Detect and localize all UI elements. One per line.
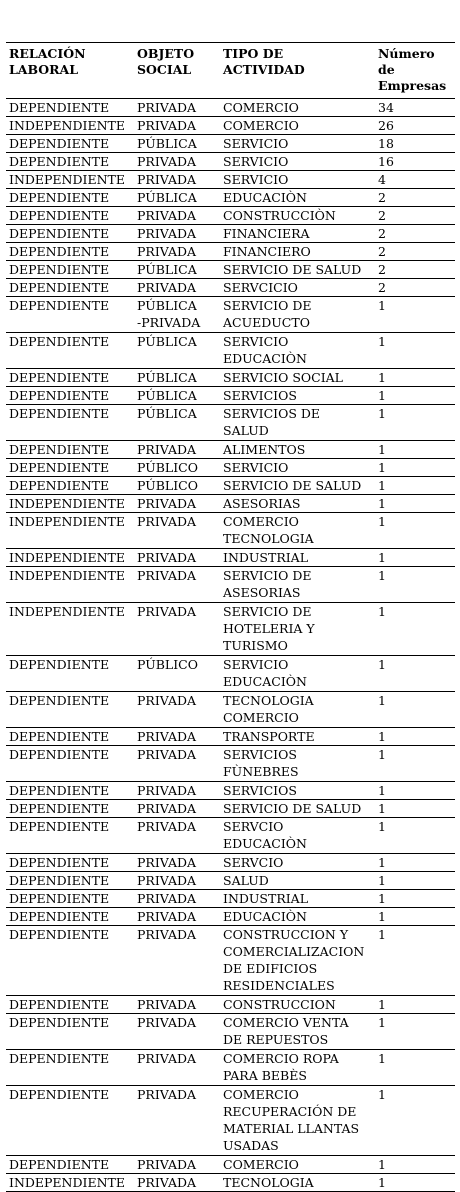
cell-numero-empresas: 1	[378, 298, 386, 313]
cell-numero-empresas: 2	[378, 226, 386, 241]
table-row	[6, 135, 455, 153]
cell-relacion-laboral: DEPENDIENTE	[9, 819, 110, 834]
cell-tipo-actividad: TRANSPORTE	[223, 729, 315, 744]
table-row	[6, 656, 455, 692]
cell-numero-empresas: 1	[378, 1015, 386, 1030]
cell-numero-empresas: 18	[378, 136, 394, 151]
table-row	[6, 441, 455, 459]
table-row	[6, 297, 455, 333]
cell-tipo-actividad: INDUSTRIAL	[223, 550, 309, 565]
cell-relacion-laboral: DEPENDIENTE	[9, 370, 110, 385]
table-row	[6, 459, 455, 477]
table-row	[6, 117, 455, 135]
cell-tipo-actividad: SERVICIOS	[223, 388, 297, 403]
cell-objeto-social: PRIVADA	[137, 208, 197, 223]
cell-objeto-social: PRIVADA	[137, 550, 197, 565]
table-row	[6, 369, 455, 387]
cell-relacion-laboral: INDEPENDIENTE	[9, 514, 125, 529]
cell-objeto-social: PRIVADA	[137, 819, 197, 834]
cell-relacion-laboral: DEPENDIENTE	[9, 783, 110, 798]
cell-tipo-actividad: SERVICIOS	[223, 783, 297, 798]
cell-relacion-laboral: DEPENDIENTE	[9, 280, 110, 295]
cell-tipo-actividad: TECNOLOGIA	[223, 1175, 314, 1190]
cell-numero-empresas: 1	[378, 997, 386, 1012]
cell-numero-empresas: 1	[378, 747, 386, 762]
cell-tipo-actividad: COMERCIO TECNOLOGIA	[223, 514, 314, 546]
cell-objeto-social: PRIVADA	[137, 226, 197, 241]
cell-tipo-actividad: SERVICIOS DE SALUD	[223, 406, 321, 438]
cell-objeto-social: PÚBLICO	[137, 478, 198, 493]
table-row	[6, 405, 455, 441]
cell-relacion-laboral: DEPENDIENTE	[9, 460, 110, 475]
cell-numero-empresas: 1	[378, 783, 386, 798]
cell-numero-empresas: 2	[378, 208, 386, 223]
table-row	[6, 333, 455, 369]
table-row	[6, 854, 455, 872]
cell-objeto-social: PÚBLICA -PRIVADA	[137, 298, 201, 330]
cell-objeto-social: PRIVADA	[137, 568, 197, 583]
table-row	[6, 1014, 455, 1050]
table-row	[6, 996, 455, 1014]
cell-relacion-laboral: DEPENDIENTE	[9, 226, 110, 241]
cell-tipo-actividad: CONSTRUCCION	[223, 997, 336, 1012]
cell-tipo-actividad: COMERCIO	[223, 100, 299, 115]
table-row	[6, 513, 455, 549]
cell-relacion-laboral: DEPENDIENTE	[9, 388, 110, 403]
cell-relacion-laboral: INDEPENDIENTE	[9, 550, 125, 565]
cell-relacion-laboral: DEPENDIENTE	[9, 262, 110, 277]
cell-relacion-laboral: DEPENDIENTE	[9, 693, 110, 708]
cell-numero-empresas: 1	[378, 1087, 386, 1102]
cell-numero-empresas: 2	[378, 244, 386, 259]
cell-tipo-actividad: FINANCIERA	[223, 226, 310, 241]
cell-numero-empresas: 2	[378, 262, 386, 277]
cell-tipo-actividad: INDUSTRIAL	[223, 891, 309, 906]
table-row	[6, 1086, 455, 1156]
cell-tipo-actividad: ALIMENTOS	[223, 442, 306, 457]
cell-objeto-social: PRIVADA	[137, 1015, 197, 1030]
cell-relacion-laboral: DEPENDIENTE	[9, 801, 110, 816]
cell-numero-empresas: 1	[378, 370, 386, 385]
header-relacion-laboral: RELACIÓN LABORAL	[9, 46, 86, 77]
cell-relacion-laboral: DEPENDIENTE	[9, 208, 110, 223]
cell-objeto-social: PRIVADA	[137, 100, 197, 115]
table-row	[6, 243, 455, 261]
cell-relacion-laboral: DEPENDIENTE	[9, 154, 110, 169]
cell-relacion-laboral: DEPENDIENTE	[9, 927, 110, 942]
cell-tipo-actividad: CONSTRUCCIÒN	[223, 208, 336, 223]
cell-relacion-laboral: DEPENDIENTE	[9, 190, 110, 205]
cell-tipo-actividad: CONSTRUCCION Y COMERCIALIZACION DE EDIFICIOS RESIDENCIALES	[223, 927, 365, 993]
table-row	[6, 99, 455, 117]
cell-numero-empresas: 4	[378, 172, 386, 187]
cell-tipo-actividad: SERVICIO DE ASESORIAS	[223, 568, 312, 600]
cell-tipo-actividad: SERVICIO SOCIAL	[223, 370, 343, 385]
cell-tipo-actividad: SERVICIO DE SALUD	[223, 262, 362, 277]
cell-relacion-laboral: INDEPENDIENTE	[9, 568, 125, 583]
cell-numero-empresas: 1	[378, 442, 386, 457]
cell-numero-empresas: 2	[378, 190, 386, 205]
cell-relacion-laboral: DEPENDIENTE	[9, 478, 110, 493]
cell-numero-empresas: 1	[378, 693, 386, 708]
cell-tipo-actividad: SERVICIO	[223, 154, 289, 169]
cell-objeto-social: PRIVADA	[137, 604, 197, 619]
header-tipo-actividad: TIPO DE ACTIVIDAD	[223, 46, 305, 77]
table-row	[6, 728, 455, 746]
cell-tipo-actividad: SERVICIO EDUCACIÒN	[223, 657, 307, 689]
cell-numero-empresas: 1	[378, 514, 386, 529]
cell-relacion-laboral: DEPENDIENTE	[9, 136, 110, 151]
cell-objeto-social: PRIVADA	[137, 873, 197, 888]
cell-relacion-laboral: DEPENDIENTE	[9, 909, 110, 924]
cell-relacion-laboral: DEPENDIENTE	[9, 334, 110, 349]
table-row	[6, 189, 455, 207]
cell-relacion-laboral: DEPENDIENTE	[9, 298, 110, 313]
cell-objeto-social: PRIVADA	[137, 891, 197, 906]
cell-numero-empresas: 1	[378, 729, 386, 744]
cell-objeto-social: PRIVADA	[137, 927, 197, 942]
table-row	[6, 926, 455, 996]
cell-tipo-actividad: COMERCIO ROPA PARA BEBÈS	[223, 1051, 339, 1083]
cell-numero-empresas: 1	[378, 496, 386, 511]
header-numero-empresas: Número de Empresas	[378, 46, 447, 93]
cell-objeto-social: PRIVADA	[137, 729, 197, 744]
cell-objeto-social: PRIVADA	[137, 997, 197, 1012]
table-header	[6, 42, 455, 99]
table-row	[6, 567, 455, 603]
cell-tipo-actividad: FINANCIERO	[223, 244, 311, 259]
cell-numero-empresas: 1	[378, 568, 386, 583]
cell-relacion-laboral: DEPENDIENTE	[9, 729, 110, 744]
cell-numero-empresas: 1	[378, 855, 386, 870]
cell-objeto-social: PRIVADA	[137, 280, 197, 295]
cell-numero-empresas: 1	[378, 1175, 386, 1190]
cell-tipo-actividad: SERVICIO DE SALUD	[223, 801, 362, 816]
cell-objeto-social: PÚBLICA	[137, 388, 197, 403]
cell-numero-empresas: 1	[378, 460, 386, 475]
cell-tipo-actividad: SERVCICIO	[223, 280, 298, 295]
cell-tipo-actividad: SERVICIO DE ACUEDUCTO	[223, 298, 312, 330]
table-row	[6, 261, 455, 279]
cell-numero-empresas: 34	[378, 100, 394, 115]
cell-objeto-social: PRIVADA	[137, 154, 197, 169]
cell-objeto-social: PRIVADA	[137, 172, 197, 187]
table-row	[6, 746, 455, 782]
cell-numero-empresas: 1	[378, 478, 386, 493]
cell-tipo-actividad: COMERCIO RECUPERACIÓN DE MATERIAL LLANTAS USADAS	[223, 1087, 360, 1153]
cell-relacion-laboral: DEPENDIENTE	[9, 406, 110, 421]
cell-tipo-actividad: EDUCACIÒN	[223, 190, 307, 205]
cell-relacion-laboral: DEPENDIENTE	[9, 873, 110, 888]
cell-tipo-actividad: SERVICIO	[223, 460, 289, 475]
cell-tipo-actividad: SERVICIO EDUCACIÒN	[223, 334, 307, 366]
cell-objeto-social: PRIVADA	[137, 1051, 197, 1066]
table-row	[6, 890, 455, 908]
cell-numero-empresas: 1	[378, 927, 386, 942]
cell-tipo-actividad: COMERCIO VENTA DE REPUESTOS	[223, 1015, 349, 1047]
cell-objeto-social: PRIVADA	[137, 1175, 197, 1190]
table-row	[6, 279, 455, 297]
table-row	[6, 495, 455, 513]
cell-relacion-laboral: INDEPENDIENTE	[9, 172, 125, 187]
cell-relacion-laboral: INDEPENDIENTE	[9, 604, 125, 619]
cell-tipo-actividad: SERVICIO	[223, 136, 289, 151]
cell-tipo-actividad: SERVCIO EDUCACIÒN	[223, 819, 307, 851]
cell-relacion-laboral: DEPENDIENTE	[9, 657, 110, 672]
cell-tipo-actividad: SERVICIO	[223, 172, 289, 187]
cell-numero-empresas: 16	[378, 154, 394, 169]
cell-relacion-laboral: DEPENDIENTE	[9, 997, 110, 1012]
table-row	[6, 872, 455, 890]
cell-relacion-laboral: DEPENDIENTE	[9, 1051, 110, 1066]
cell-tipo-actividad: ASESORIAS	[223, 496, 301, 511]
table-row	[6, 477, 455, 495]
cell-tipo-actividad: SERVICIO DE SALUD	[223, 478, 362, 493]
cell-numero-empresas: 1	[378, 873, 386, 888]
cell-numero-empresas: 26	[378, 118, 394, 133]
cell-numero-empresas: 1	[378, 388, 386, 403]
cell-relacion-laboral: DEPENDIENTE	[9, 1157, 110, 1172]
cell-objeto-social: PRIVADA	[137, 801, 197, 816]
table-row	[6, 908, 455, 926]
cell-relacion-laboral: DEPENDIENTE	[9, 891, 110, 906]
cell-objeto-social: PRIVADA	[137, 855, 197, 870]
table-body	[6, 99, 455, 1192]
cell-numero-empresas: 1	[378, 604, 386, 619]
cell-relacion-laboral: DEPENDIENTE	[9, 100, 110, 115]
cell-objeto-social: PRIVADA	[137, 783, 197, 798]
cell-numero-empresas: 2	[378, 280, 386, 295]
table-row	[6, 171, 455, 189]
cell-relacion-laboral: DEPENDIENTE	[9, 244, 110, 259]
cell-objeto-social: PÚBLICA	[137, 370, 197, 385]
table-row	[6, 800, 455, 818]
cell-numero-empresas: 1	[378, 891, 386, 906]
table-row	[6, 603, 455, 656]
table-row	[6, 782, 455, 800]
table-row	[6, 1050, 455, 1086]
cell-tipo-actividad: COMERCIO	[223, 118, 299, 133]
cell-numero-empresas: 1	[378, 1051, 386, 1066]
cell-relacion-laboral: DEPENDIENTE	[9, 1087, 110, 1102]
cell-objeto-social: PÚBLICA	[137, 406, 197, 421]
cell-numero-empresas: 1	[378, 909, 386, 924]
empresas-table	[6, 42, 455, 1192]
cell-tipo-actividad: SERVCIO	[223, 855, 284, 870]
cell-relacion-laboral: DEPENDIENTE	[9, 442, 110, 457]
cell-objeto-social: PRIVADA	[137, 514, 197, 529]
cell-relacion-laboral: DEPENDIENTE	[9, 747, 110, 762]
table-row	[6, 153, 455, 171]
cell-numero-empresas: 1	[378, 406, 386, 421]
cell-relacion-laboral: DEPENDIENTE	[9, 855, 110, 870]
cell-objeto-social: PÚBLICA	[137, 136, 197, 151]
cell-objeto-social: PRIVADA	[137, 442, 197, 457]
cell-objeto-social: PÚBLICA	[137, 190, 197, 205]
cell-objeto-social: PÚBLICO	[137, 657, 198, 672]
cell-objeto-social: PRIVADA	[137, 118, 197, 133]
cell-relacion-laboral: INDEPENDIENTE	[9, 496, 125, 511]
cell-objeto-social: PÚBLICA	[137, 334, 197, 349]
cell-tipo-actividad: TECNOLOGIA COMERCIO	[223, 693, 314, 725]
cell-tipo-actividad: EDUCACIÒN	[223, 909, 307, 924]
cell-objeto-social: PRIVADA	[137, 747, 197, 762]
cell-objeto-social: PRIVADA	[137, 909, 197, 924]
header-objeto-social: OBJETO SOCIAL	[137, 46, 195, 77]
cell-tipo-actividad: SERVICIO DE HOTELERIA Y TURISMO	[223, 604, 315, 653]
cell-relacion-laboral: INDEPENDIENTE	[9, 118, 125, 133]
cell-numero-empresas: 1	[378, 550, 386, 565]
table-row	[6, 818, 455, 854]
cell-tipo-actividad: SERVICIOS FÙNEBRES	[223, 747, 299, 779]
cell-numero-empresas: 1	[378, 801, 386, 816]
table-row	[6, 549, 455, 567]
cell-numero-empresas: 1	[378, 819, 386, 834]
table-row	[6, 387, 455, 405]
table-row	[6, 692, 455, 728]
table-row	[6, 207, 455, 225]
cell-objeto-social: PÚBLICO	[137, 460, 198, 475]
cell-tipo-actividad: SALUD	[223, 873, 269, 888]
table-row	[6, 1174, 455, 1192]
table-row	[6, 225, 455, 243]
cell-tipo-actividad: COMERCIO	[223, 1157, 299, 1172]
cell-objeto-social: PRIVADA	[137, 244, 197, 259]
cell-objeto-social: PRIVADA	[137, 1157, 197, 1172]
cell-relacion-laboral: INDEPENDIENTE	[9, 1175, 125, 1190]
table-row	[6, 1156, 455, 1174]
cell-objeto-social: PRIVADA	[137, 693, 197, 708]
cell-numero-empresas: 1	[378, 657, 386, 672]
cell-objeto-social: PRIVADA	[137, 1087, 197, 1102]
cell-numero-empresas: 1	[378, 1157, 386, 1172]
cell-objeto-social: PRIVADA	[137, 496, 197, 511]
cell-relacion-laboral: DEPENDIENTE	[9, 1015, 110, 1030]
cell-objeto-social: PÚBLICA	[137, 262, 197, 277]
cell-numero-empresas: 1	[378, 334, 386, 349]
